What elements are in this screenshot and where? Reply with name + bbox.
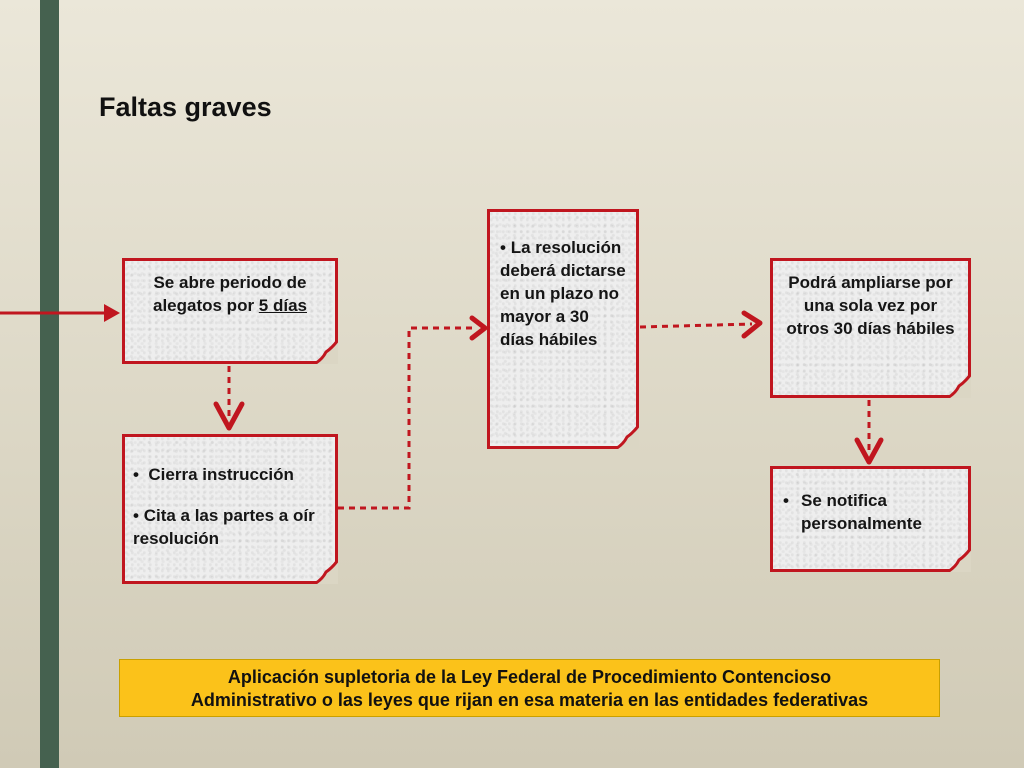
arrow-head-notificacion bbox=[857, 440, 881, 462]
alegatos-underlined-days: 5 días bbox=[258, 296, 307, 315]
instruccion-bullet-1: • Cierra instrucción bbox=[133, 465, 294, 484]
page-curl-icon bbox=[615, 425, 639, 449]
supletoria-banner bbox=[119, 659, 940, 717]
banner-line-2: Administrativo o las leyes que rijan en esa materia en las entidades federativas bbox=[190, 690, 869, 710]
notificacion-bullet: • Se notifica personalmente bbox=[783, 491, 922, 533]
page-curl-icon bbox=[314, 340, 338, 364]
page-curl-icon bbox=[947, 548, 971, 572]
box-alegatos bbox=[122, 258, 338, 364]
incoming-arrow-head bbox=[104, 304, 120, 322]
box-ampliacion bbox=[770, 258, 971, 398]
arrow-head-resolucion bbox=[472, 318, 485, 338]
page-curl-icon bbox=[314, 560, 338, 584]
page-title: Faltas graves bbox=[99, 92, 272, 122]
ampliacion-text: Podrá ampliarse por una sola vez por otros 30 días hábiles bbox=[786, 273, 955, 338]
resolucion-bullet: • La resolución deberá dictarse en un plazo no mayor a 30 días hábiles bbox=[500, 238, 626, 349]
connector-resolucion-to-ampliacion bbox=[640, 324, 752, 327]
banner-line-1: Aplicación supletoria de la Ley Federal de Procedimiento Contencioso bbox=[227, 667, 832, 687]
box-instruccion bbox=[122, 434, 338, 584]
instruccion-bullet-2: • Cita a las partes a oír resolución bbox=[133, 506, 315, 548]
box-notificacion bbox=[770, 466, 971, 572]
connector-instruccion-to-resolucion bbox=[338, 328, 476, 508]
page-curl-icon bbox=[947, 374, 971, 398]
alegatos-text: Se abre periodo de alegatos por bbox=[152, 273, 307, 315]
box-resolucion bbox=[487, 209, 639, 449]
